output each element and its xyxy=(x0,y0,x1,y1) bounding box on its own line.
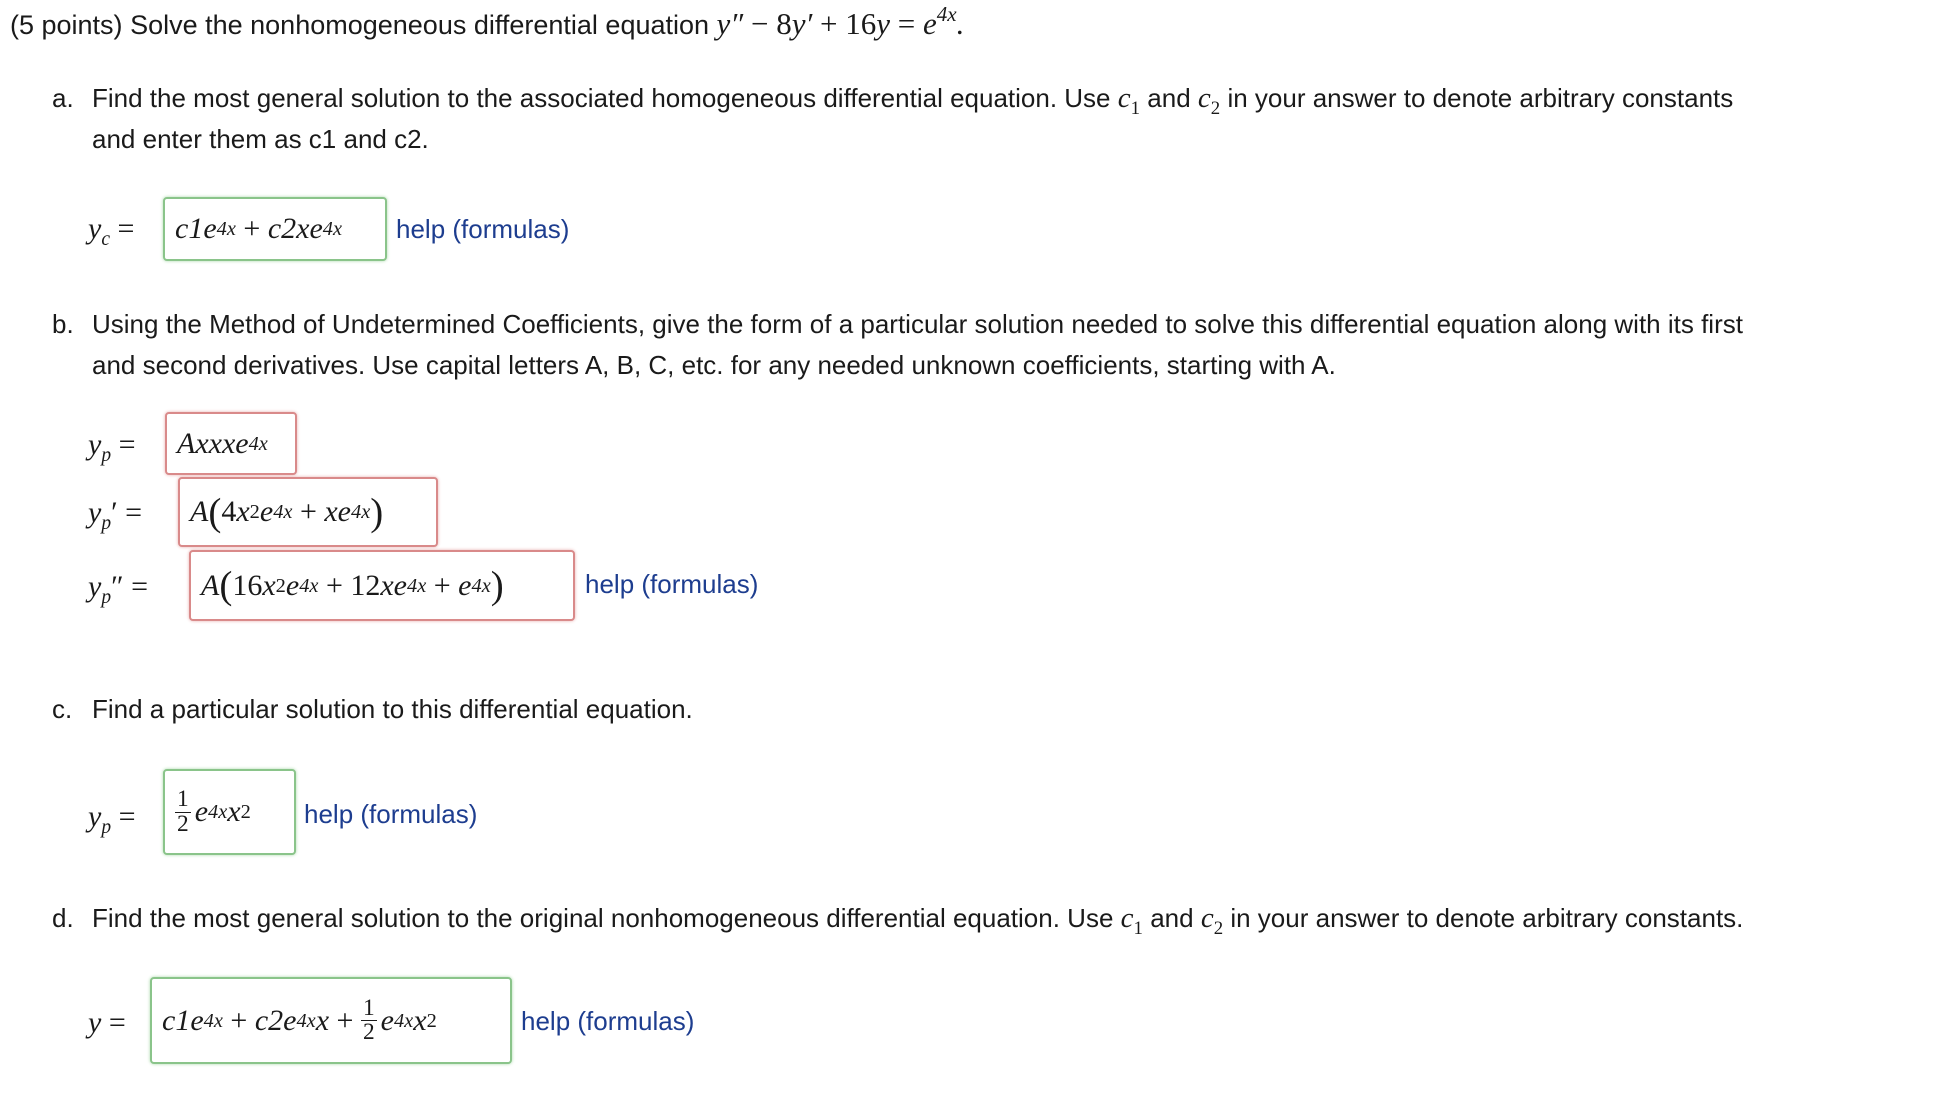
part-c-text: Find a particular solution to this differential equation. xyxy=(92,694,693,724)
part-a-text-line2: and enter them as c1 and c2. xyxy=(92,124,429,154)
help-link-b[interactable]: help (formulas) xyxy=(585,569,759,599)
help-link-d[interactable]: help (formulas) xyxy=(521,1006,695,1036)
answer-yp-prime-field[interactable]: A ( 4 x 2 e 4x + xe 4x ) xyxy=(178,477,438,547)
part-b-text-line2: and second derivatives. Use capital letters A, B, C, etc. for any needed unknown coefficients, starting with A. xyxy=(92,350,1336,380)
yp-label: $y_p$ = xyxy=(88,428,136,466)
part-b-question xyxy=(52,304,1912,386)
part-d-question xyxy=(52,898,1932,939)
y-label-d: y = xyxy=(88,1006,126,1039)
yc-label: $y_c$ = xyxy=(88,212,135,250)
answer-yp-double-prime-field[interactable]: A ( 16 x 2 e 4x + 12 xe 4x + e 4x ) xyxy=(189,550,575,621)
part-c-letter: c. xyxy=(52,694,73,724)
answer-yc-field[interactable]: c1e 4x + c2xe 4x xyxy=(163,197,387,261)
help-link-a[interactable]: help (formulas) xyxy=(396,214,570,244)
yp-prime-label: $y_p'$ = xyxy=(88,496,143,534)
answer-yp-field[interactable]: Axxxe 4x xyxy=(165,412,297,475)
points-label: (5 points) xyxy=(10,10,123,40)
yp-double-prime-label: $y_p''$ = xyxy=(88,570,148,608)
yp-label-c: $y_p$ = xyxy=(88,800,136,838)
part-a-question xyxy=(52,78,1912,160)
part-a-text-end: in your answer to denote arbitrary constants xyxy=(1227,83,1734,113)
problem-prompt: Solve the nonhomogeneous differential equation xyxy=(130,10,710,40)
part-d-text: Find the most general solution to the original nonhomogeneous differential equation. Use xyxy=(92,903,1114,933)
c1-symbol: $c_1$ xyxy=(1117,82,1141,119)
part-d-text-end: in your answer to denote arbitrary constants. xyxy=(1230,903,1744,933)
part-a-letter: a. xyxy=(52,83,74,113)
part-b-letter: b. xyxy=(52,309,74,339)
part-a-and: and xyxy=(1147,83,1191,113)
answer-d-field[interactable]: c1e 4x + c2e 4x x + $\frac{1}{2}$ e 4x x 2 xyxy=(150,977,512,1064)
c1-symbol-d: $c_1$ xyxy=(1120,902,1143,939)
main-equation: $y'' - 8y' + 16y = e^{4x}$. xyxy=(716,1,965,41)
c2-symbol-d: $c_2$ xyxy=(1200,902,1224,939)
part-d-and: and xyxy=(1150,903,1194,933)
part-a-text: Find the most general solution to the associated homogeneous differential equation. Use xyxy=(92,83,1111,113)
problem-header xyxy=(10,1,965,42)
answer-c-field[interactable]: $\frac{1}{2}$ e 4x x 2 xyxy=(163,769,296,855)
help-link-c[interactable]: help (formulas) xyxy=(304,799,478,829)
part-d-letter: d. xyxy=(52,903,74,933)
part-c-question xyxy=(52,689,1912,730)
c2-symbol: $c_2$ xyxy=(1197,82,1221,119)
part-b-text: Using the Method of Undetermined Coefficients, give the form of a particular solution needed to solve this differential equation along with its first xyxy=(92,309,1743,339)
